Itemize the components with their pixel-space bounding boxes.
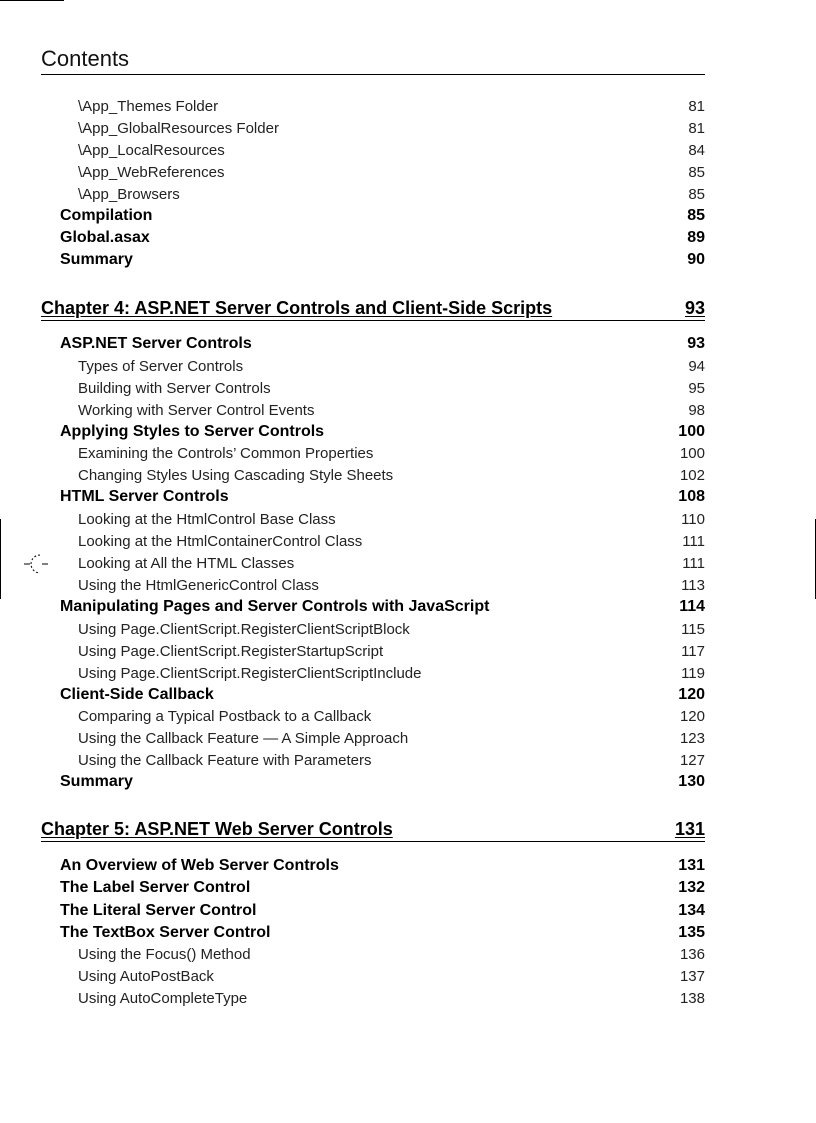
toc-section-entry[interactable] [60,878,705,898]
toc-subsection-entry[interactable] [78,97,705,117]
toc-entry-page: 81 [688,98,705,115]
toc-subsection-entry[interactable] [78,379,705,399]
left-edge-rule [0,519,1,599]
toc-entry-page: 131 [674,819,705,839]
toc-entry-label: Using the Focus() Method [78,946,251,963]
toc-subsection-entry[interactable] [78,401,705,421]
toc-entry-page: 100 [679,445,705,462]
toc-entry-label: Comparing a Typical Postback to a Callback [78,708,372,725]
toc-chapter-entry[interactable] [41,817,705,842]
toc-entry-label: Using AutoCompleteType [78,990,248,1007]
toc-entry-page: 130 [678,773,705,790]
toc-entry-label: Using the Callback Feature — A Simple Approach [78,730,409,747]
toc-entry-label: Client-Side Callback [60,686,214,703]
toc-entry-page: 100 [678,423,705,440]
toc-entry-page: 132 [678,879,705,896]
toc-subsection-entry[interactable] [78,664,705,684]
toc-entry-page: 110 [681,511,705,528]
toc-entry-page: 123 [679,730,705,747]
toc-entry-label: Looking at the HtmlContainerControl Class [78,533,363,550]
toc-entry-label: Using Page.ClientScript.RegisterClientScriptInclude [78,665,422,682]
toc-entry-page: 81 [688,120,705,137]
toc-entry-label: Using Page.ClientScript.RegisterStartupScript [78,643,384,660]
toc-entry-label: The Literal Server Control [60,902,257,919]
toc-entry-label: Looking at All the HTML Classes [78,555,295,572]
toc-entry-page: 127 [679,752,705,769]
toc-section-entry[interactable] [60,250,705,270]
toc-entry-page: 95 [688,380,705,397]
toc-entry-label: \App_GlobalResources Folder [78,120,279,137]
toc-entry-page: 111 [682,555,705,572]
toc-entry-label: \App_Browsers [78,186,180,203]
toc-entry-page: 134 [678,902,705,919]
toc-subsection-entry[interactable] [78,185,705,205]
toc-entry-label: Working with Server Control Events [78,402,315,419]
toc-entry-label: Compilation [60,207,153,224]
toc-entry-page: 85 [688,186,705,203]
toc-entry-label: Global.asax [60,229,150,246]
toc-entry-label: Using the Callback Feature with Parameters [78,752,372,769]
toc-entry-page: 119 [681,665,705,682]
toc-entry-page: 111 [682,533,705,550]
toc-section-entry[interactable] [60,206,705,226]
toc-entry-page: 85 [687,207,705,224]
toc-subsection-entry[interactable] [78,989,705,1009]
toc-subsection-entry[interactable] [78,532,705,552]
toc-entry-label: Using the HtmlGenericControl Class [78,577,319,594]
toc-subsection-entry[interactable] [78,967,705,987]
toc-subsection-entry[interactable] [78,510,705,530]
toc-entry-page: 135 [678,924,705,941]
toc-entry-label: \App_LocalResources [78,142,225,159]
toc-entry-label: \App_WebReferences [78,164,225,181]
toc-entry-page: 85 [688,164,705,181]
toc-subsection-entry[interactable] [78,576,705,596]
toc-entry-page: 98 [688,402,705,419]
toc-subsection-entry[interactable] [78,444,705,464]
toc-entry-page: 115 [681,621,705,638]
toc-section-entry[interactable] [60,923,705,943]
toc-entry-page: 138 [679,990,705,1007]
toc-entry-page: 90 [687,251,705,268]
toc-entry-label: ASP.NET Server Controls [60,335,252,352]
toc-section-entry[interactable] [60,901,705,921]
toc-section-entry[interactable] [60,772,705,792]
toc-entry-label: Chapter 5: ASP.NET Web Server Controls [41,819,393,839]
toc-subsection-entry[interactable] [78,119,705,139]
toc-entry-label: The TextBox Server Control [60,924,271,941]
toc-subsection-entry[interactable] [78,141,705,161]
toc-subsection-entry[interactable] [78,945,705,965]
toc-entry-page: 131 [678,857,705,874]
toc-entry-page: 94 [688,358,705,375]
top-margin-rule [0,0,64,1]
toc-entry-page: 120 [679,708,705,725]
toc-entry-label: Building with Server Controls [78,380,271,397]
toc-entry-label: Manipulating Pages and Server Controls with JavaScript [60,598,490,615]
toc-subsection-entry[interactable] [78,620,705,640]
toc-section-entry[interactable] [60,228,705,248]
page-header [41,44,705,75]
toc-section-entry[interactable] [60,856,705,876]
toc-entry-label: Summary [60,251,133,268]
toc-subsection-entry[interactable] [78,642,705,662]
registration-mark-icon [24,551,50,577]
toc-entry-label: HTML Server Controls [60,488,229,505]
toc-subsection-entry[interactable] [78,707,705,727]
toc-entry-label: Examining the Controls’ Common Properties [78,445,374,462]
toc-entry-page: 84 [688,142,705,159]
toc-entry-label: The Label Server Control [60,879,251,896]
toc-entry-page: 137 [679,968,705,985]
toc-section-entry[interactable] [60,685,705,705]
toc-subsection-entry[interactable] [78,751,705,771]
toc-entry-label: Types of Server Controls [78,358,244,375]
toc-entry-page: 117 [681,643,705,660]
toc-section-entry[interactable] [60,422,705,442]
toc-entry-page: 93 [684,298,705,318]
toc-entry-page: 120 [678,686,705,703]
toc-entry-label: Looking at the HtmlControl Base Class [78,511,336,528]
toc-entry-label: Changing Styles Using Cascading Style Sheets [78,467,394,484]
page-title: Contents [41,46,130,71]
toc-subsection-entry[interactable] [78,554,705,574]
toc-entry-label: Using Page.ClientScript.RegisterClientScriptBlock [78,621,410,638]
toc-entry-page: 114 [679,598,705,615]
toc-chapter-entry[interactable] [41,296,705,321]
toc-entry-label: Summary [60,773,133,790]
toc-entry-page: 102 [679,467,705,484]
toc-entry-label: Using AutoPostBack [78,968,214,985]
toc-entry-page: 113 [681,577,705,594]
toc-section-entry[interactable] [60,487,705,507]
toc-entry-page: 89 [687,229,705,246]
toc-entry-label: Applying Styles to Server Controls [60,423,325,440]
toc-entry-page: 136 [679,946,705,963]
toc-entry-page: 93 [687,335,705,352]
toc-subsection-entry[interactable] [78,163,705,183]
toc-section-entry[interactable] [60,334,705,354]
toc-entry-page: 108 [678,488,705,505]
toc-subsection-entry[interactable] [78,729,705,749]
toc-entry-label: Chapter 4: ASP.NET Server Controls and Client-Side Scripts [41,298,553,318]
toc-subsection-entry[interactable] [78,466,705,486]
toc-entry-label: An Overview of Web Server Controls [60,857,339,874]
toc-subsection-entry[interactable] [78,357,705,377]
toc-section-entry[interactable] [60,597,705,617]
toc-entry-label: \App_Themes Folder [78,98,219,115]
